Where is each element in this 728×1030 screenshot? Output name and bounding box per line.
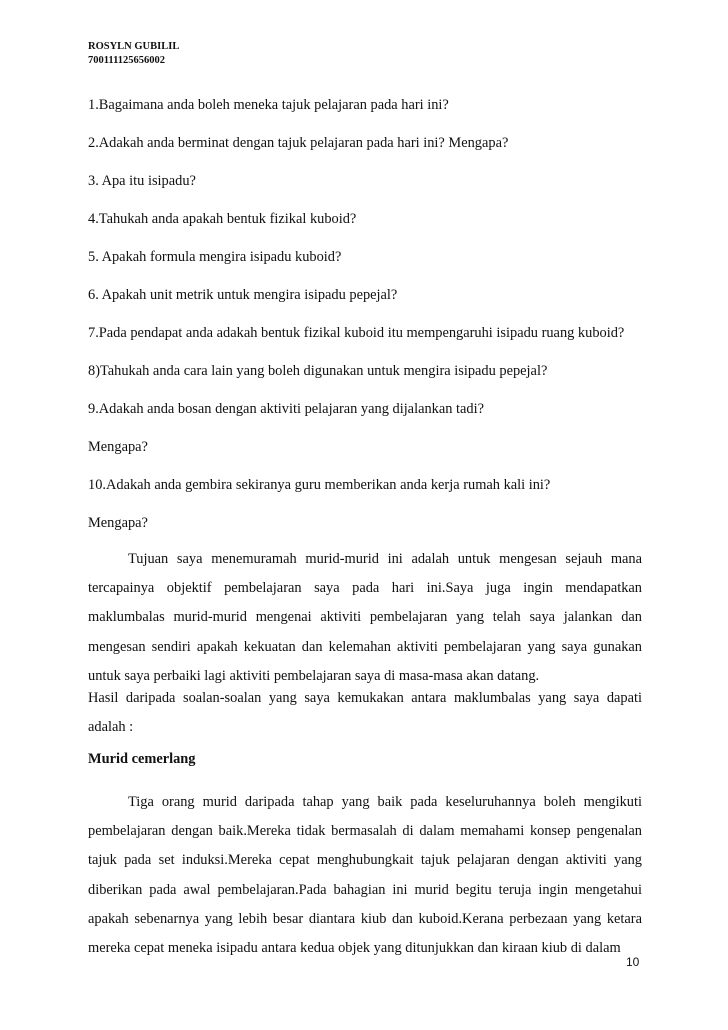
question-item: Mengapa? [88,439,148,455]
question-item: 4.Tahukah anda apakah bentuk fizikal kuboid? [88,211,357,227]
question-item: Mengapa? [88,515,148,531]
findings-intro-paragraph: Hasil daripada soalan-soalan yang saya kemukakan antara maklumbalas yang saya dapati adalah : [88,690,642,736]
author-name: ROSYLN GUBILIL [88,41,180,52]
question-item: 3. Apa itu isipadu? [88,173,196,189]
question-item: 7.Pada pendapat anda adakah bentuk fizikal kuboid itu mempengaruhi isipadu ruang kuboid? [88,325,625,341]
question-item: 2.Adakah anda berminat dengan tajuk pelajaran pada hari ini? Mengapa? [88,135,509,151]
author-id: 700111125656002 [88,55,166,66]
excellent-students-paragraph: Tiga orang murid daripada tahap yang baik pada keseluruhannya boleh mengikuti pembelajaran dengan baik.Mereka tidak bermasalah di dalam memahami konsep pengenalan tajuk pada set induksi.Mereka cepat menghubungkait tajuk pelajaran dengan aktiviti yang diberikan pada awal pembelajaran.Pada bahagian ini murid begitu teruja ingin mengetahui apakah sebenarnya yang lebih besar diantara kiub dan kuboid.Kerana perbezaan yang ketara mereka cepat meneka isipadu antara kedua objek yang ditunjukkan dan kiraan kiub di dalam [88,794,642,957]
question-item: 10.Adakah anda gembira sekiranya guru memberikan anda kerja rumah kali ini? [88,477,551,493]
question-item: 8)Tahukah anda cara lain yang boleh digunakan untuk mengira isipadu pepejal? [88,363,548,379]
question-item: 5. Apakah formula mengira isipadu kuboid? [88,249,342,265]
author-header [88,40,179,68]
question-item: 9.Adakah anda bosan dengan aktiviti pelajaran yang dijalankan tadi? [88,401,484,417]
question-item: 6. Apakah unit metrik untuk mengira isipadu pepejal? [88,287,398,303]
section-heading: Murid cemerlang [88,751,196,767]
purpose-paragraph: Tujuan saya menemuramah murid-murid ini adalah untuk mengesan sejauh mana tercapainya objektif pembelajaran saya pada hari ini.Saya juga ingin mendapatkan maklumbalas murid-murid mengenai aktiviti pembelajaran yang telah saya jalankan dan mengesan sendiri apakah kekuatan dan kelemahan aktiviti pembelajaran yang saya gunakan untuk saya perbaiki lagi aktiviti pembelajaran saya di masa-masa akan datang. [88,551,642,684]
page-number: 10 [626,955,640,969]
question-item: 1.Bagaimana anda boleh meneka tajuk pelajaran pada hari ini? [88,97,449,113]
